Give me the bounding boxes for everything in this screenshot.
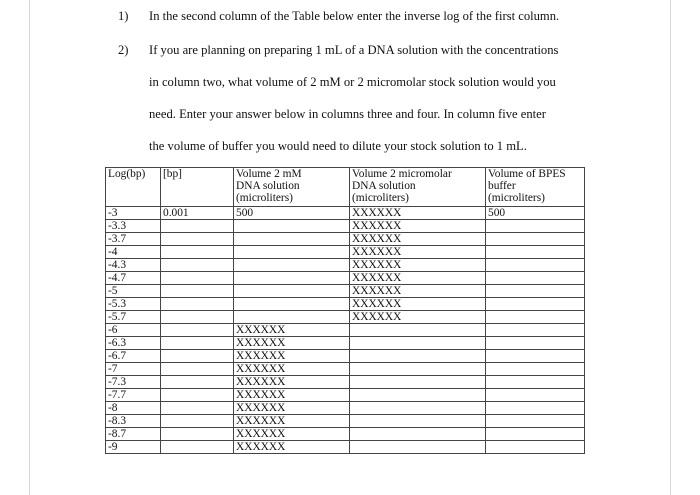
instruction-2-line-2: in column two, what volume of 2 mM or 2 micromolar stock solution would you (149, 75, 556, 89)
cell-bp (161, 298, 234, 311)
cell-bp (161, 259, 234, 272)
cell-volume-2mm (234, 233, 350, 246)
cell-bp (161, 311, 234, 324)
cell-volume-buffer (486, 376, 585, 389)
cell-bp (161, 324, 234, 337)
cell-volume-2um (350, 389, 486, 402)
cell-volume-2um: XXXXXX (350, 220, 486, 233)
cell-log-bp: -5.3 (106, 298, 161, 311)
cell-bp (161, 376, 234, 389)
cell-bp: 0.001 (161, 207, 234, 220)
cell-volume-2um (350, 324, 486, 337)
cell-volume-2um: XXXXXX (350, 272, 486, 285)
data-table (105, 167, 585, 454)
cell-volume-2um (350, 441, 486, 454)
cell-log-bp: -6.7 (106, 350, 161, 363)
cell-volume-buffer: 500 (486, 207, 585, 220)
cell-volume-2mm: XXXXXX (234, 441, 350, 454)
cell-log-bp: -5 (106, 285, 161, 298)
cell-volume-2um: XXXXXX (350, 311, 486, 324)
cell-log-bp: -4 (106, 246, 161, 259)
table-row (106, 233, 585, 246)
cell-volume-2mm (234, 298, 350, 311)
header-line: DNA solution (236, 180, 300, 192)
table-row (106, 402, 585, 415)
cell-volume-2mm (234, 220, 350, 233)
cell-volume-2um (350, 350, 486, 363)
cell-bp (161, 233, 234, 246)
table-row (106, 207, 585, 220)
cell-volume-2mm: XXXXXX (234, 389, 350, 402)
cell-volume-2um: XXXXXX (350, 246, 486, 259)
header-line: Volume of BPES (488, 168, 566, 180)
instruction-2-number: 2) (118, 43, 129, 57)
cell-log-bp: -7 (106, 363, 161, 376)
header-bp (161, 168, 234, 207)
cell-volume-buffer (486, 246, 585, 259)
cell-bp (161, 285, 234, 298)
table-row (106, 298, 585, 311)
cell-volume-2mm: XXXXXX (234, 415, 350, 428)
cell-volume-buffer (486, 233, 585, 246)
table-row (106, 389, 585, 402)
header-line: (microliters) (236, 192, 293, 204)
cell-bp (161, 441, 234, 454)
cell-volume-2mm: XXXXXX (234, 402, 350, 415)
cell-volume-2um (350, 376, 486, 389)
cell-volume-buffer (486, 389, 585, 402)
table-row (106, 324, 585, 337)
instruction-2-line-4: the volume of buffer you would need to dilute your stock solution to 1 mL. (149, 139, 527, 153)
header-volume-2mm (234, 168, 350, 207)
cell-volume-buffer (486, 259, 585, 272)
header-line: DNA solution (352, 180, 416, 192)
cell-volume-buffer (486, 220, 585, 233)
cell-bp (161, 402, 234, 415)
cell-log-bp: -8.7 (106, 428, 161, 441)
cell-volume-buffer (486, 402, 585, 415)
page-edge-right (670, 0, 671, 495)
cell-log-bp: -3 (106, 207, 161, 220)
header-volume-buffer (486, 168, 585, 207)
cell-volume-2um: XXXXXX (350, 259, 486, 272)
cell-volume-2mm: XXXXXX (234, 324, 350, 337)
table-row (106, 259, 585, 272)
cell-volume-buffer (486, 337, 585, 350)
cell-bp (161, 272, 234, 285)
instruction-2-line-3: need. Enter your answer below in columns three and four. In column five enter (149, 107, 546, 121)
cell-log-bp: -8 (106, 402, 161, 415)
cell-bp (161, 363, 234, 376)
header-line: (microliters) (352, 192, 409, 204)
header-line: Log(bp) (108, 168, 146, 180)
cell-volume-2mm (234, 272, 350, 285)
cell-volume-2um: XXXXXX (350, 298, 486, 311)
cell-bp (161, 337, 234, 350)
header-line: [bp] (163, 168, 182, 180)
cell-volume-2mm (234, 259, 350, 272)
cell-log-bp: -4.7 (106, 272, 161, 285)
instruction-1-number: 1) (118, 9, 129, 23)
cell-volume-buffer (486, 441, 585, 454)
cell-volume-2um (350, 428, 486, 441)
instruction-1-text: In the second column of the Table below enter the inverse log of the first column. (149, 9, 560, 23)
header-line: Volume 2 micromolar (352, 168, 452, 180)
table-row (106, 246, 585, 259)
header-line: buffer (488, 180, 516, 192)
page-edge-left (29, 0, 30, 495)
cell-volume-2um (350, 415, 486, 428)
cell-log-bp: -9 (106, 441, 161, 454)
cell-volume-2mm: XXXXXX (234, 376, 350, 389)
cell-log-bp: -3.3 (106, 220, 161, 233)
cell-volume-buffer (486, 363, 585, 376)
cell-volume-2mm: XXXXXX (234, 337, 350, 350)
cell-log-bp: -6.3 (106, 337, 161, 350)
table-body (106, 207, 585, 454)
cell-volume-2um: XXXXXX (350, 207, 486, 220)
instruction-2 (118, 43, 558, 58)
cell-volume-buffer (486, 311, 585, 324)
cell-bp (161, 389, 234, 402)
header-volume-2um (350, 168, 486, 207)
cell-bp (161, 246, 234, 259)
cell-volume-2mm (234, 246, 350, 259)
cell-log-bp: -6 (106, 324, 161, 337)
cell-volume-2um: XXXXXX (350, 233, 486, 246)
cell-volume-2mm (234, 285, 350, 298)
cell-volume-2um (350, 402, 486, 415)
cell-bp (161, 220, 234, 233)
cell-volume-buffer (486, 285, 585, 298)
header-line: (microliters) (488, 192, 545, 204)
table-header-row (106, 168, 585, 207)
cell-volume-buffer (486, 272, 585, 285)
table-row (106, 415, 585, 428)
cell-log-bp: -7.7 (106, 389, 161, 402)
cell-log-bp: -8.3 (106, 415, 161, 428)
table-row (106, 441, 585, 454)
cell-volume-2mm (234, 311, 350, 324)
cell-log-bp: -4.3 (106, 259, 161, 272)
cell-volume-buffer (486, 415, 585, 428)
table-row (106, 311, 585, 324)
cell-bp (161, 428, 234, 441)
cell-volume-buffer (486, 350, 585, 363)
cell-volume-2mm: XXXXXX (234, 428, 350, 441)
cell-volume-2mm: XXXXXX (234, 350, 350, 363)
instruction-1 (118, 9, 559, 24)
table-row (106, 272, 585, 285)
table-row (106, 376, 585, 389)
cell-volume-2um (350, 337, 486, 350)
table-row (106, 337, 585, 350)
instruction-2-line-1: If you are planning on preparing 1 mL of a DNA solution with the concentrations (149, 43, 559, 57)
cell-volume-2um: XXXXXX (350, 285, 486, 298)
cell-volume-2mm: XXXXXX (234, 363, 350, 376)
table-row (106, 350, 585, 363)
header-log-bp (106, 168, 161, 207)
cell-volume-buffer (486, 324, 585, 337)
cell-volume-2um (350, 363, 486, 376)
cell-volume-buffer (486, 298, 585, 311)
header-line: Volume 2 mM (236, 168, 302, 180)
cell-log-bp: -5.7 (106, 311, 161, 324)
cell-bp (161, 350, 234, 363)
cell-log-bp: -3.7 (106, 233, 161, 246)
cell-log-bp: -7.3 (106, 376, 161, 389)
cell-volume-buffer (486, 428, 585, 441)
cell-bp (161, 415, 234, 428)
table-row (106, 285, 585, 298)
cell-volume-2mm: 500 (234, 207, 350, 220)
table-row (106, 363, 585, 376)
table-row (106, 220, 585, 233)
table-row (106, 428, 585, 441)
